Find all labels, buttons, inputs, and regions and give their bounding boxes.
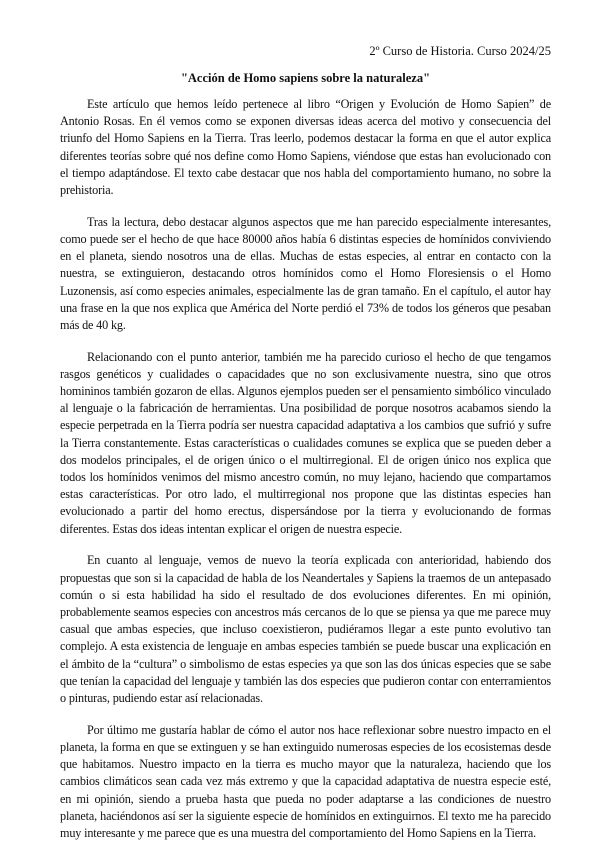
paragraph-1: Este artículo que hemos leído pertenece al libro “Origen y Evolución de Homo Sapien” de Antonio Rosas. En él vemos como se exponen diversas ideas acerca del motivo y consecuencia del triunfo del Homo Sapiens en la Tierra. Tras leerlo, podemos destacar la forma en que el autor explica diferentes teorías sobre qué nos define como Homo Sapiens, viéndose que estas han evolucionado con el tiempo adaptándose. El texto cabe destacar que nos habla del comportamiento humano, no sobre la prehistoria. bbox=[60, 97, 551, 198]
paragraph-2: Tras la lectura, debo destacar algunos aspectos que me han parecido especialmente interesantes, como puede ser el hecho de que hace 80000 años había 6 distintas especies de homínidos conviviendo en el planeta, siendo nosotros una de ellas. Muchas de estas especies, al entrar en contacto con la nuestra, se extinguieron, destacando otros homínidos como el Homo Floresiensis o el Homo Luzonensis, así como especies animales, especialmente las de gran tamaño. En el capítulo, el autor hay una frase en la que nos explica que América del Norte perdió el 73% de todos los géneros que pesaban más de 40 kg. bbox=[60, 214, 551, 332]
document-title: "Acción de Homo sapiens sobre la naturaleza" bbox=[180, 71, 431, 85]
course-header: 2º Curso de Historia. Curso 2024/25 bbox=[369, 44, 551, 58]
paragraph-5: Por último me gustaría hablar de cómo el autor nos hace reflexionar sobre nuestro impacto en el planeta, la forma en que se extinguen y se han extinguido numerosas especies de los ecosistemas desde que habitamos. Nuestro impacto en la tierra es mucho mayor que la naturaleza, haciendo que los cambios climáticos sean cada vez más extremo y que la capacidad adaptativa de nuestra especie esté, en mi opinión, siendo a prueba hasta que pueda no poder adaptarse a las condiciones de nuestro planeta, haciéndonos así ser la siguiente especie de homínidos en extinguirnos. El texto me ha parecido muy interesante y me parece que es una muestra del comportamiento del Homo Sapiens en la Tierra. bbox=[60, 722, 551, 840]
paragraph-3: Relacionando con el punto anterior, también me ha parecido curioso el hecho de que tengamos rasgos genéticos y cualidades o capacidades que no son exclusivamente nuestra, sino que otros homininos también gozaron de ellas. Algunos ejemplos pueden ser el pensamiento simbólico vinculado al lenguaje o la fabricación de herramientas. Una posibilidad de porque nosotros acabamos siendo la especie perpetrada en la Tierra podría ser nuestra capacidad adaptativa a los cambios que sufrió y sufre la Tierra constantemente. Estas características o cualidades comunes se explica que se pueden deber a dos modelos principales, el de origen único o el multirregional. El de origen único nos explica que todos los homínidos venimos del mismo ancestro común, no muy lejano, haciendo que compartamos estas características. Por otro lado, el multirregional nos propone que las distintas especies han evolucionado a partir del homo erectus, dispersándose por la tierra y evolucionando de formas diferentes. Estas dos ideas intentan explicar el origen de nuestra especie. bbox=[60, 349, 551, 536]
document-body bbox=[60, 96, 551, 857]
paragraph-4: En cuanto al lenguaje, vemos de nuevo la teoría explicada con anterioridad, habiendo dos propuestas que son si la capacidad de habla de los Neandertales y Sapiens la traemos de un antepasado común o si esta habilidad ha sido el resultado de dos evoluciones diferentes. En mi opinión, probablemente seamos especies con ancestros más cercanos de lo que se piensa ya que me parece muy casual que ambas especies, que incluso coexistieron, pudiéramos llegar a este punto evolutivo tan complejo. A esta existencia de lenguaje en ambas especies también se puede buscar una explicación en el ámbito de la “cultura” o simbolismo de estas especies ya que son las dos únicas especies que se sabe que tenían la capacidad del lenguaje y también las dos especies que pudieron contar con enterramientos o pinturas, pudiendo estar así relacionadas. bbox=[60, 553, 551, 705]
